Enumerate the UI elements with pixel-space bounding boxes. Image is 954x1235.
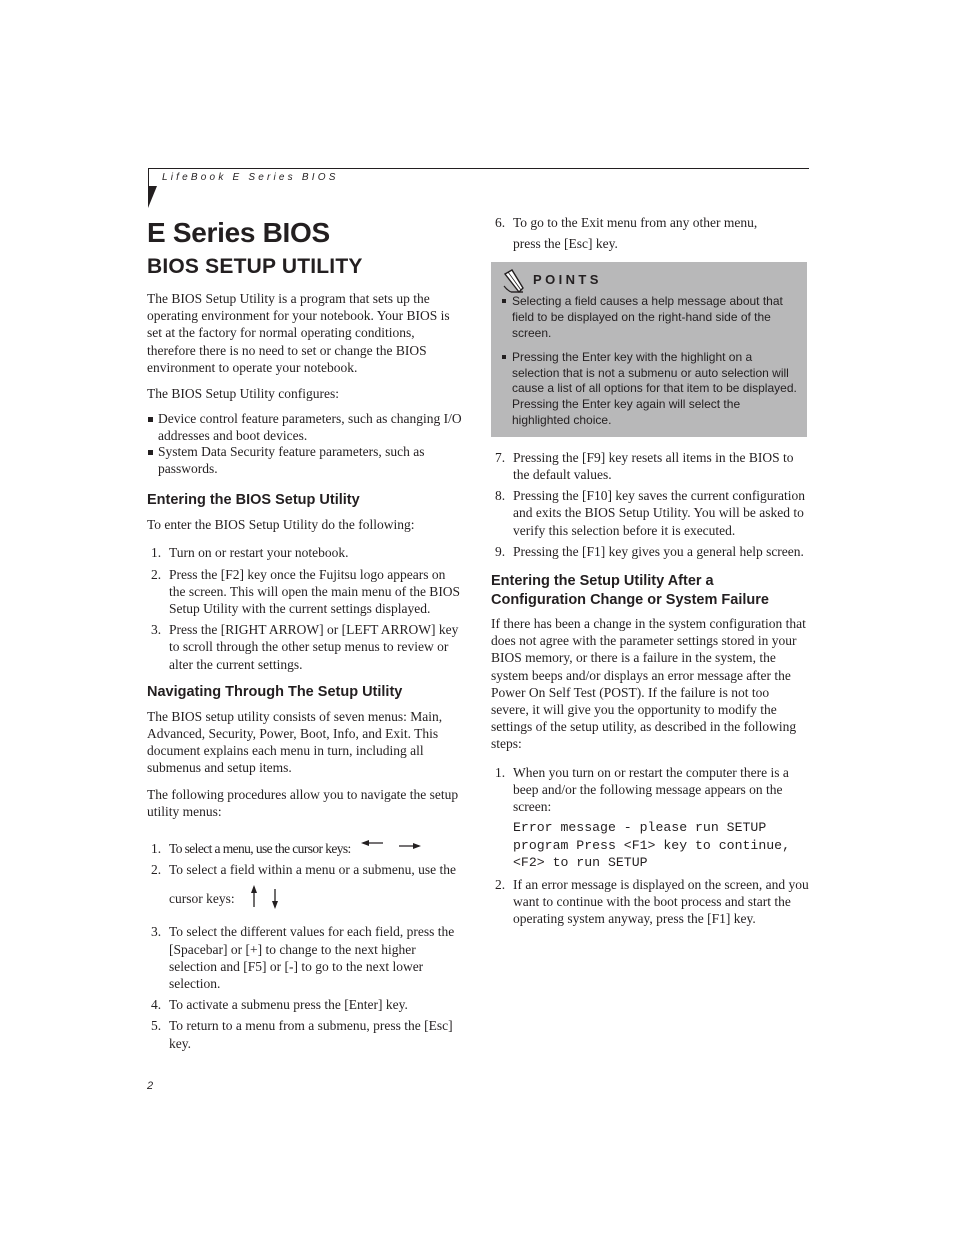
list-item <box>147 566 463 618</box>
list-item <box>491 543 809 560</box>
running-head: LifeBook E Series BIOS <box>162 172 339 183</box>
list-item <box>147 923 463 992</box>
navigating-heading: Navigating Through The Setup Utility <box>147 683 403 700</box>
right-column <box>491 214 809 932</box>
left-column <box>147 214 463 1056</box>
failure-steps <box>491 764 809 928</box>
list-item <box>491 214 809 252</box>
error-message-code: Error message - please run SETUP program Press <F1> key to continue, <F2> to run SETUP <box>513 820 790 871</box>
navigating-steps <box>147 840 463 1052</box>
step-text: Pressing the [F10] key saves the current configuration and exits the BIOS Setup Utility. You will be asked to verify this selection before it is executed. <box>513 488 806 538</box>
step-text: If an error message is displayed on the screen, and you want to continue with the boot process and start the operating system anyway, press the [F1] key. <box>513 877 809 927</box>
list-item: Pressing the Enter key with the highlight on a selection that is not a submenu or auto selection will cause a list of all options for that item to be displayed. Pressing the Enter key again will select the highlighted choice. <box>501 350 797 429</box>
step-number: 9. <box>495 543 506 559</box>
step-number: 4. <box>151 997 162 1013</box>
points-list <box>501 294 797 428</box>
step-text: To return to a menu from a submenu, press the [Esc] key. <box>169 1018 453 1051</box>
list-item <box>147 621 463 673</box>
configures-intro: The BIOS Setup Utility configures: <box>147 386 339 402</box>
step-text: To go to the Exit menu from any other menu, <box>513 215 758 230</box>
page-title: E Series BIOS <box>147 217 330 248</box>
step-number: 2. <box>151 566 162 582</box>
pencil-icon <box>501 268 527 294</box>
step-text: To select the different values for each field, press the [Spacebar] or [+] to change to the next higher selection and [F5] or [-] to go to the next lower selection. <box>169 924 455 992</box>
step-text: Turn on or restart your notebook. <box>169 545 349 561</box>
step-number: 7. <box>495 449 506 465</box>
list-item: System Data Security feature parameters, such as passwords. <box>147 444 463 477</box>
section-title: BIOS SETUP UTILITY <box>147 255 363 278</box>
step-text: To activate a submenu press the [Enter] key. <box>169 997 408 1013</box>
points-title: POINTS <box>533 272 602 288</box>
points-callout <box>491 262 807 436</box>
entering-steps <box>147 544 463 672</box>
failure-paragraph: If there has been a change in the system configuration that does not agree with the parameter settings stored in your BIOS memory, or there is a failure in the system, the system beeps and/or displays an error message after the Power On Self Test (POST). If the failure is not too severe, it will give you the opportunity to modify the settings of the setup utility, as described in the following steps: <box>491 616 806 752</box>
step-text: To select a menu, use the cursor keys: <box>169 841 351 857</box>
intro-paragraph: The BIOS Setup Utility is a program that sets up the operating environment for your notebook. Your BIOS is set at the factory for normal operating conditions, therefore there is no need to set or change the BIOS environment to operate your notebook. <box>147 291 450 375</box>
up-down-arrow-keys-icon <box>249 883 289 911</box>
list-item <box>491 764 809 872</box>
step-text: Pressing the [F1] key gives you a general help screen. <box>513 543 804 559</box>
list-item <box>147 1017 463 1051</box>
navigating-paragraph-2: The following procedures allow you to navigate the setup utility menus: <box>147 786 459 819</box>
step-number: 6. <box>495 215 506 230</box>
entering-intro: To enter the BIOS Setup Utility do the following: <box>147 517 415 533</box>
navigating-steps-final <box>491 449 809 560</box>
navigating-steps-continued <box>491 214 809 252</box>
step-text: When you turn on or restart the computer there is a beep and/or the following message appears on the screen: <box>513 764 789 815</box>
entering-heading: Entering the BIOS Setup Utility <box>147 492 360 509</box>
left-right-arrow-keys-icon <box>359 838 429 854</box>
list-item: Device control feature parameters, such as changing I/O addresses and boot devices. <box>147 411 463 444</box>
header-rule <box>148 168 809 169</box>
step-number: 1. <box>495 764 506 780</box>
step-text: Press the [F2] key once the Fujitsu logo appears on the screen. This will open the main menu of the BIOS Setup Utility with the current settings displayed. <box>169 566 461 617</box>
points-header <box>501 270 797 294</box>
list-item <box>147 840 463 857</box>
step-number: 1. <box>151 841 162 857</box>
list-item <box>147 544 463 561</box>
step-number: 3. <box>151 622 162 638</box>
step-text: Press the [RIGHT ARROW] or [LEFT ARROW] key to scroll through the other setup menus to review or alter the current settings. <box>169 622 459 672</box>
step-text-continued: press the [Esc] key. <box>513 236 618 252</box>
step-number: 2. <box>495 877 506 893</box>
list-item: Selecting a field causes a help message about that field to be displayed on the right-hand side of the screen. <box>501 294 797 341</box>
page-number: 2 <box>147 1080 154 1092</box>
step-number: 2. <box>151 862 162 878</box>
step-number: 1. <box>151 545 162 561</box>
step-text: Pressing the [F9] key resets all items in the BIOS to the default values. <box>513 449 794 482</box>
step-text-continued: cursor keys: <box>169 891 235 907</box>
list-item <box>491 449 809 483</box>
step-number: 8. <box>495 488 506 504</box>
configures-list <box>147 411 463 477</box>
navigating-paragraph-1: The BIOS setup utility consists of seven menus: Main, Advanced, Security, Power, Boot, Info, and Exit. This document explains each menu in turn, including all submenus and setup items. <box>147 708 443 776</box>
header-corner-mark <box>148 186 157 208</box>
step-text: To select a field within a menu or a submenu, use the <box>169 862 456 878</box>
list-item <box>147 861 463 913</box>
list-item <box>147 996 463 1013</box>
step-number: 5. <box>151 1018 162 1034</box>
step-number: 3. <box>151 924 162 940</box>
list-item <box>491 487 809 539</box>
list-item <box>491 876 809 928</box>
failure-heading: Entering the Setup Utility After a Configuration Change or System Failure <box>491 573 769 608</box>
